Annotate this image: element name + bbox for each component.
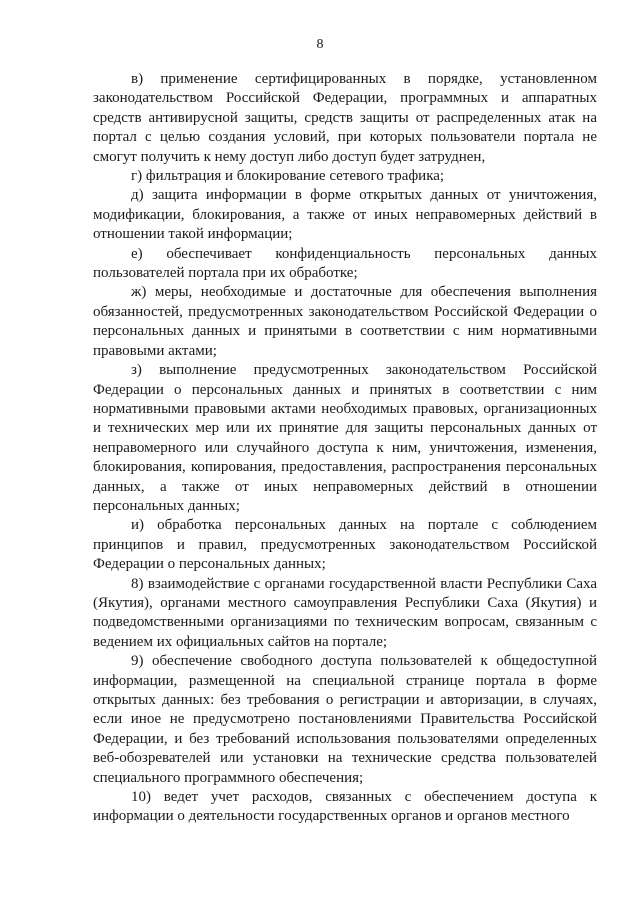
paragraph-zh: ж) меры, необходимые и достаточные для обеспечения выполнения обязанностей, предусмотренных законодательством Российской Федерации о персональных данных и принятыми в соответствии с ним нормативными правовыми актами; [93, 284, 597, 359]
document-body [93, 70, 597, 827]
paragraph-g: г) фильтрация и блокирование сетевого трафика; [131, 168, 445, 185]
paragraph-d: д) защита информации в форме открытых данных от уничтожения, модификации, блокирования, а также от иных неправомерных действий в отношении такой информации; [93, 187, 597, 243]
paragraph-8: 8) взаимодействие с органами государственной власти Республики Саха (Якутия), органами местного самоуправления Республики Саха (Якутия) и подведомственными организациями по техническим вопросам, связанным с ведением их официальных сайтов на портале; [93, 575, 597, 650]
paragraph-v: в) применение сертифицированных в порядке, установленном законодательством Российской Федерации, программных и аппаратных средств антивирусной защиты, средств защиты от распределенных атак на портал с целью создания условий, при которых пользователи портала не смогут получить к нему доступ либо доступ будет затруднен, [93, 71, 597, 165]
paragraph-10: 10) ведет учет расходов, связанных с обеспечением доступа к информации о деятельности государственных органов и органов местного [93, 789, 597, 825]
paragraph-9: 9) обеспечение свободного доступа пользователей к общедоступной информации, размещенной на специальной странице портала в форме открытых данных: без требования о регистрации и авторизации, в случаях, если иное не предусмотрено постановлениями Правительства Российской Федерации, и без требований использования пользователями определенных веб-обозревателей или установки на технические средства пользователей специального программного обеспечения; [93, 653, 597, 786]
paragraph-z: з) выполнение предусмотренных законодательством Российской Федерации о персональных данных и принятых в соответствии с ним нормативными правовыми актами необходимых правовых, организационных и технических мер или их принятие для защиты персональных данных от неправомерного или случайного доступа к ним, уничтожения, изменения, блокирования, копирования, предоставления, распространения персональных данных, а также от иных неправомерных действий в отношении персональных данных; [93, 362, 597, 514]
page-number: 8 [316, 37, 324, 52]
paragraph-e: е) обеспечивает конфиденциальность персональных данных пользователей портала при их обработке; [93, 245, 597, 282]
paragraph-i: и) обработка персональных данных на портале с соблюдением принципов и правил, предусмотренных законодательством Российской Федерации о персональных данных; [93, 517, 597, 573]
